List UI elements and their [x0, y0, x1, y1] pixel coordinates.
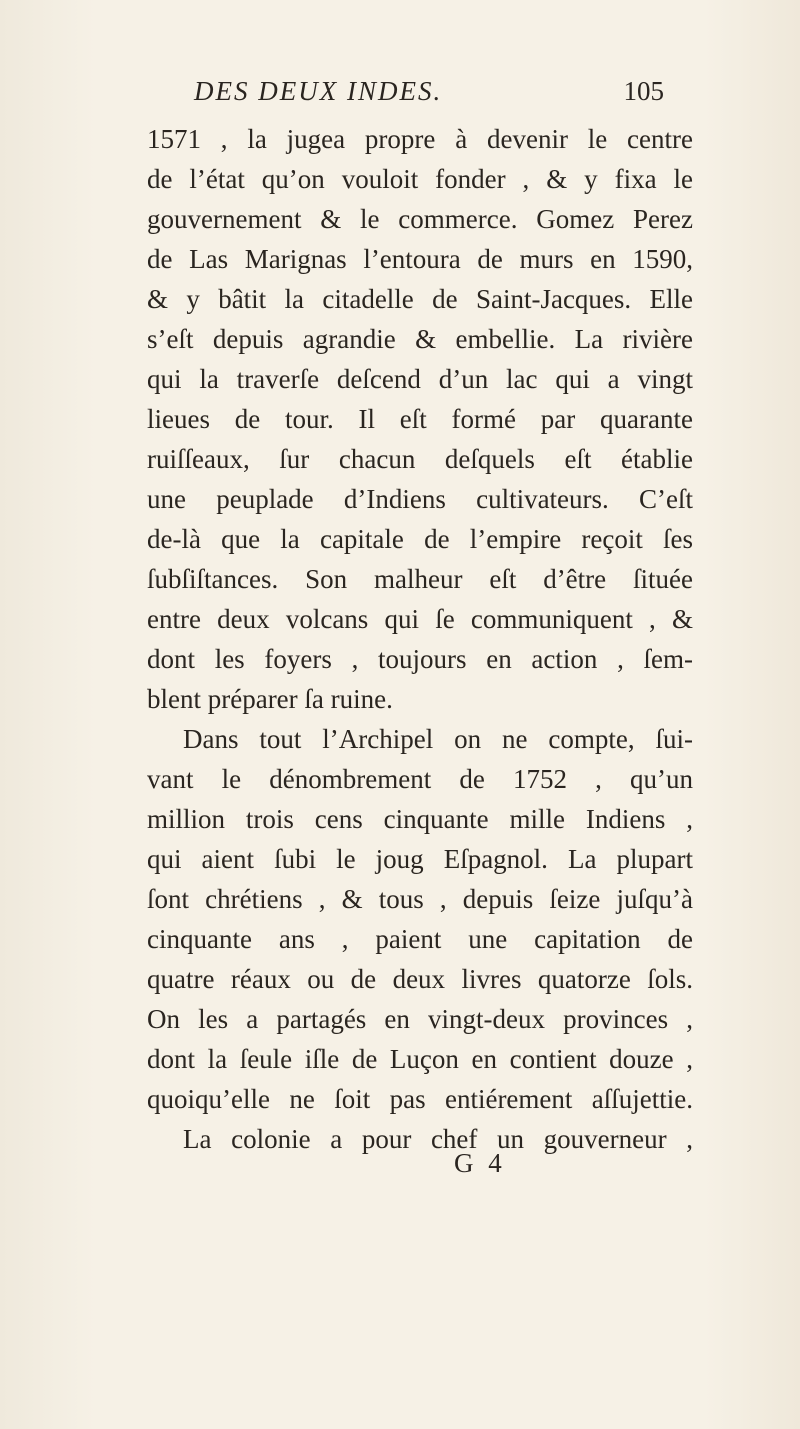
text-line: dont la ſeule iſle de Luçon en contient douze , — [147, 1044, 693, 1074]
text-line: qui la traverſe deſcend d’un lac qui a vingt — [147, 364, 693, 394]
text-line: 1571 , la jugea propre à devenir le centre — [147, 124, 693, 154]
text-line: s’eſt depuis agrandie & embellie. La rivière — [147, 324, 693, 354]
text-line: On les a partagés en vingt-deux provinces , — [147, 1004, 693, 1034]
text-line: qui aient ſubi le joug Eſpagnol. La plupart — [147, 844, 693, 874]
text-line: cinquante ans , paient une capitation de — [147, 924, 693, 954]
text-line: La colonie a pour chef un gouverneur , — [183, 1124, 693, 1154]
text-line: de Las Marignas l’entoura de murs en 1590, — [147, 244, 693, 274]
text-line: ruiſſeaux, ſur chacun deſquels eſt établie — [147, 444, 693, 474]
text-line: lieues de tour. Il eſt formé par quarante — [147, 404, 693, 434]
text-line: & y bâtit la citadelle de Saint-Jacques. Elle — [147, 284, 693, 314]
text-line: de-là que la capitale de l’empire reçoit ſes — [147, 524, 693, 554]
text-line: ſubſiſtances. Son malheur eſt d’être ſituée — [147, 564, 693, 594]
page-header — [194, 76, 664, 112]
text-line: blent préparer ſa ruine. — [147, 684, 393, 714]
text-line: de l’état qu’on vouloit fonder , & y fixa le — [147, 164, 693, 194]
text-line: Dans tout l’Archipel on ne compte, ſui- — [183, 724, 693, 754]
text-line: quoiqu’elle ne ſoit pas entiérement aſſujettie. — [147, 1084, 693, 1114]
text-line: ſont chrétiens , & tous , depuis ſeize juſqu’à — [147, 884, 693, 914]
text-line: une peuplade d’Indiens cultivateurs. C’eſt — [147, 484, 693, 514]
running-title: DES DEUX INDES. — [194, 76, 443, 106]
text-line: gouvernement & le commerce. Gomez Perez — [147, 204, 693, 234]
page-number: 105 — [623, 76, 664, 106]
text-line: million trois cens cinquante mille Indiens , — [147, 804, 693, 834]
text-line: quatre réaux ou de deux livres quatorze ſols. — [147, 964, 693, 994]
text-line: dont les foyers , toujours en action , ſem- — [147, 644, 693, 674]
signature-mark: G 4 — [454, 1148, 506, 1178]
text-line: entre deux volcans qui ſe communiquent , & — [147, 604, 693, 634]
text-line: vant le dénombrement de 1752 , qu’un — [147, 764, 693, 794]
